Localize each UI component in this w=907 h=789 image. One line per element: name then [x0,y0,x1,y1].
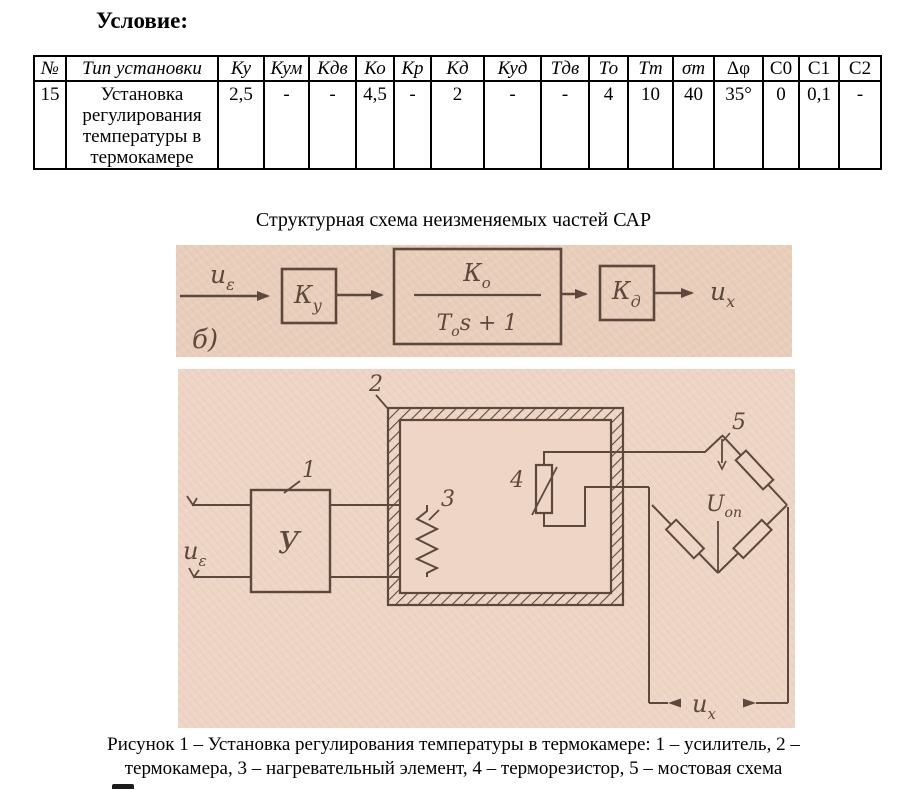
svg-text:У: У [278,526,300,561]
cell-kr: - [394,81,431,169]
col-header-c1: С1 [799,56,839,81]
col-header-kd: Кд [431,56,484,81]
figure-caption [0,733,907,781]
col-header-tt: Тт [628,56,673,81]
bridge-supply-label: $U_{оп}$ [706,492,742,521]
col-header-tdv: Тдв [541,56,589,81]
cutoff-text-fragment [112,784,134,789]
col-header-no: № [34,56,66,81]
svg-text:Ку: $К_у$ [294,281,322,315]
col-header-c2: С2 [839,56,881,81]
output-voltage-label: $u_х$ [692,690,716,723]
input-terminals [183,496,251,577]
col-header-ko: Ко [356,56,394,81]
scheme-title: Структурная схема неизменяемых частей САР [255,209,652,231]
figure-caption-line2: термокамера, 3 – нагревательный элемент, 4 – терморезистор, 5 – мостовая схема [124,758,783,779]
figure-caption-line1: Рисунок 1 – Установка регулирования температуры в термокамере: 1 – усилитель, 2 – [107,734,800,755]
cell-sigma-t: 40 [673,81,714,169]
output-signal-label: $u_х$ [710,277,736,311]
cell-c1: 0,1 [799,81,839,169]
cell-no: 15 [34,81,66,169]
col-header-kr: Кр [394,56,431,81]
callout-2: 2 [369,372,383,397]
installation-svg [178,369,795,728]
gain-block-ky [282,269,336,323]
input-signal [180,260,268,296]
cell-c2: - [839,81,881,169]
col-header-kdv: Кдв [309,56,356,81]
cell-type: Установка регулирования температуры в термокамере [66,81,218,169]
cell-kum: - [264,81,309,169]
cell-ku: 2,5 [218,81,264,169]
col-header-kud: Куд [484,56,541,81]
col-header-type: Тип установки [66,56,218,81]
cell-to: 4 [589,81,628,169]
plant-block [394,249,561,344]
cell-delta-phi: 35° [714,81,763,169]
cell-ko: 4,5 [356,81,394,169]
cell-kd: 2 [431,81,484,169]
svg-text:Ко: $К_о$ [463,259,491,292]
col-header-kum: Кум [264,56,309,81]
cell-kdv: - [309,81,356,169]
callout-5: 5 [732,410,746,435]
conditions-table [33,55,882,170]
callout-1: 1 [302,458,316,483]
cell-tt: 10 [628,81,673,169]
installation-scheme-scan [178,369,795,728]
svg-text:uε: $u_\varepsilon$ [183,537,207,570]
col-header-ku: Ку [218,56,264,81]
page-title: Условие: [96,8,188,33]
svg-text:uε: $u_\varepsilon$ [210,260,235,294]
col-header-sigma-t: σт [673,56,714,81]
table-header-row [34,56,881,81]
callout-4: 4 [510,468,524,493]
col-header-delta-phi: Δφ [714,56,763,81]
block-diagram-scan [176,245,792,357]
cell-kud: - [484,81,541,169]
block-diagram-svg [176,245,792,357]
svg-text:Кд: $К_д$ [612,277,641,311]
callout-3: 3 [441,487,455,512]
svg-text:Тоs + 1: $Т_оs + 1$ [436,311,518,340]
amplifier-block [251,458,330,592]
col-header-to: То [589,56,628,81]
col-header-c0: С0 [763,56,799,81]
sensor-block-kd [600,266,654,320]
figure-letter-label: б) [192,325,219,355]
cell-c0: 0 [763,81,799,169]
bridge-circuit [652,410,787,573]
table-row [34,81,881,169]
cell-tdv: - [541,81,589,169]
